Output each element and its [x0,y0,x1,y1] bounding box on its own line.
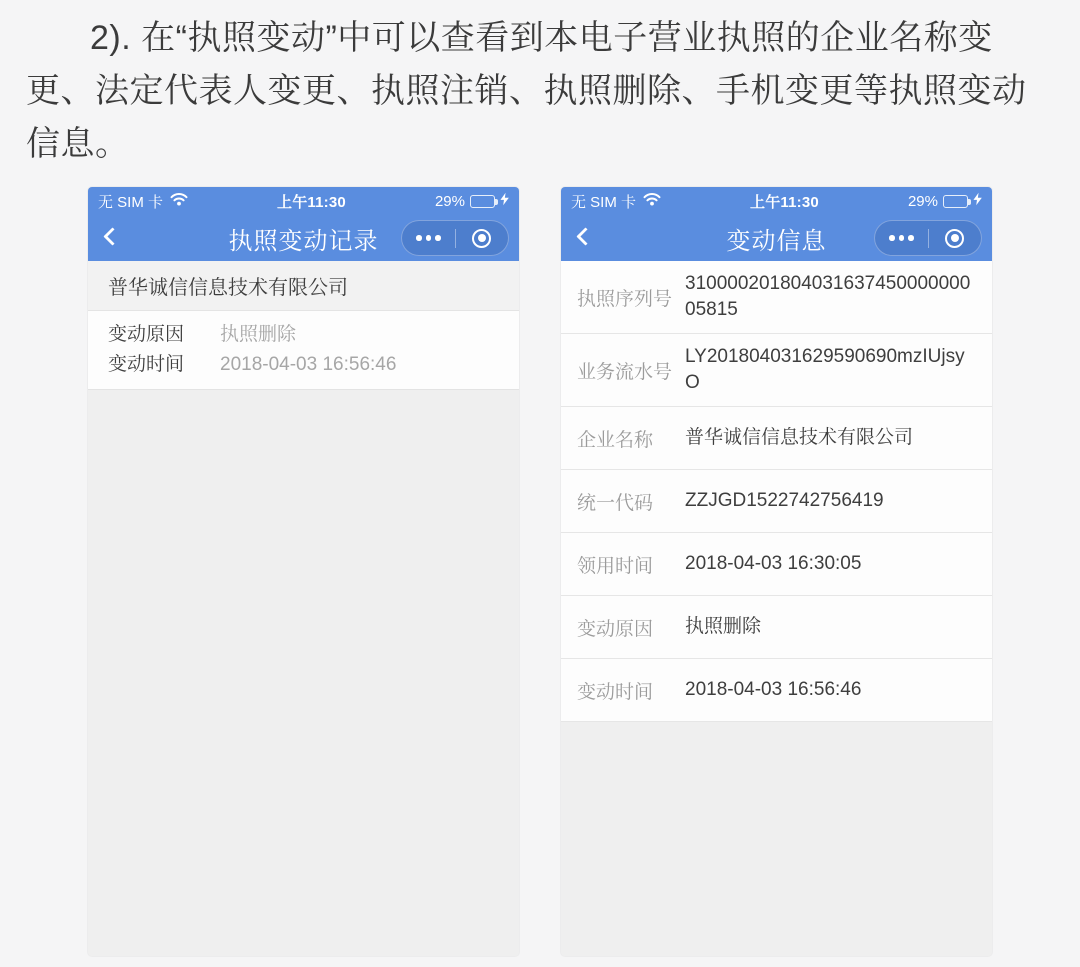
record-label: 变动时间 [108,354,185,375]
detail-row-company [561,407,992,470]
company-name-header: 普华诚信信息技术有限公司 [88,261,519,311]
record-label: 变动原因 [108,324,185,345]
clock-label: 上午11:30 [750,193,819,211]
nav-bar [561,215,992,261]
wifi-icon [170,192,188,210]
detail-value: 普华诚信信息技术有限公司 [685,427,914,448]
page-title: 变动信息 [726,227,827,255]
detail-label: 变动原因 [577,618,654,640]
miniprogram-home-icon [945,229,964,248]
detail-label: 企业名称 [577,429,654,451]
battery-percent-label: 29% [907,192,938,210]
exit-button[interactable] [929,229,982,248]
intro-paragraph: 2). 在“执照变动”中可以查看到本电子营业执照的企业名称变更、法定代表人变更、执照注销、执照删除、手机变更等执照变动信息。 [26,19,1027,163]
detail-row-change-reason [561,596,992,659]
wifi-icon [643,192,661,210]
charging-bolt-icon [973,192,982,210]
status-bar [88,187,519,215]
battery-icon [943,195,968,208]
phone-left-license-change-list [88,187,519,956]
charging-bolt-icon [500,192,509,210]
nav-bar [88,215,519,261]
battery-percent-label: 29% [434,192,465,210]
detail-label: 统一代码 [577,492,654,514]
detail-row-change-time [561,659,992,722]
miniprogram-capsule [874,220,982,256]
exit-button[interactable] [456,229,509,248]
page-title: 执照变动记录 [228,227,379,255]
detail-value: LY201804031629590690mzIUjsyO [685,346,965,393]
more-button[interactable] [875,235,928,241]
more-dots-icon [889,235,895,241]
miniprogram-home-icon [472,229,491,248]
detail-row-serial [561,261,992,334]
record-time-line [108,350,499,380]
detail-value: 执照删除 [685,616,762,637]
screenshots-container [88,187,1080,956]
more-dots-icon [416,235,422,241]
detail-value: ZZJGD1522742756419 [685,490,884,511]
detail-row-claim-time [561,533,992,596]
empty-area [88,390,519,956]
empty-area [561,722,992,956]
detail-value: 2018-04-03 16:56:46 [685,679,862,700]
record-reason-line [108,320,499,350]
detail-label: 领用时间 [577,555,654,577]
change-record-item[interactable] [88,311,519,390]
carrier-label: 无 SIM 卡 [98,193,164,211]
detail-row-flow-number [561,334,992,407]
detail-label: 变动时间 [577,681,654,703]
detail-label: 业务流水号 [577,361,673,383]
carrier-label: 无 SIM 卡 [571,193,637,211]
detail-value: 31000020180403163745000000005815 [685,273,971,320]
detail-value: 2018-04-03 16:30:05 [685,553,862,574]
more-button[interactable] [402,235,455,241]
phone-right-change-detail [561,187,992,956]
detail-row-unified-code [561,470,992,533]
status-bar [561,187,992,215]
record-value: 执照删除 [220,324,297,345]
record-value: 2018-04-03 16:56:46 [220,354,397,375]
battery-icon [470,195,495,208]
miniprogram-capsule [401,220,509,256]
clock-label: 上午11:30 [277,193,346,211]
detail-label: 执照序列号 [577,288,673,310]
